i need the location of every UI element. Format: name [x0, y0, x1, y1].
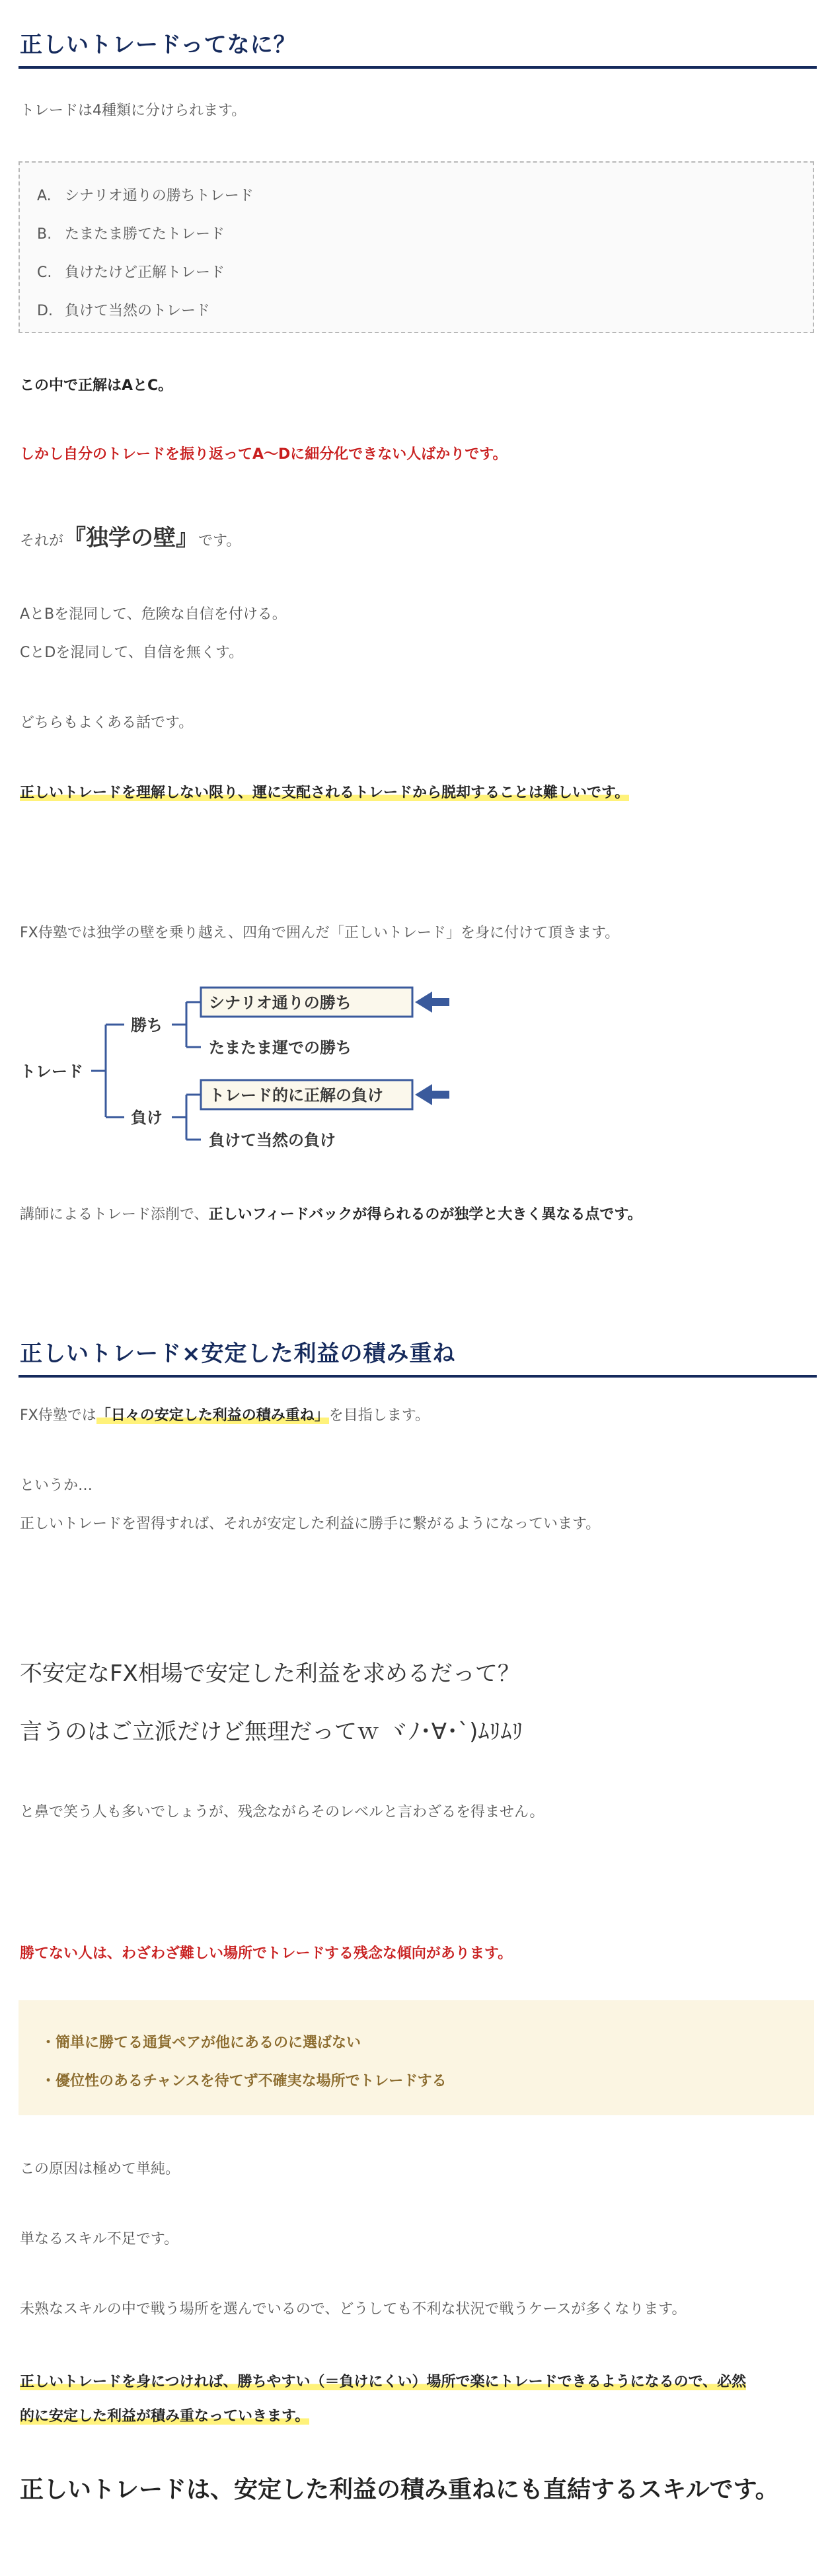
arrow-left-icon	[415, 992, 449, 1013]
skill-text: 単なるスキル不足です。	[20, 2231, 179, 2247]
intro-text: トレードは4種類に分けられます。	[20, 102, 246, 119]
quote-line-1: 不安定なFX相場で安定した利益を求めるだって？	[20, 1660, 520, 1687]
tree-win-scenario: シナリオ通りの勝ち	[209, 994, 352, 1012]
summary-text: 正しいトレードを身につければ、勝ちやすい（＝負けにくい）場所で楽にトレードできるようになるので、必然 的に安定した利益が積み重なっていきます。	[20, 2374, 747, 2425]
common-text: どちらもよくある話です。	[20, 715, 194, 731]
arrow-left-icon	[415, 1084, 449, 1105]
scoff-text: と鼻で笑う人も多いでしょうが、残念ながらそのレベルと言わざるを得ません。	[20, 1804, 544, 1820]
tree-win-luck: たまたま運での勝ち	[209, 1038, 352, 1057]
tendency-box	[19, 2000, 814, 2115]
tree-lose-correct: トレード的に正解の負け	[209, 1086, 383, 1105]
toiuka-text: というか…	[20, 1477, 93, 1494]
cause-text: この原因は極めて単純。	[20, 2161, 180, 2177]
connect-text: 正しいトレードを習得すれば、それが安定した利益に勝手に繋がるようになっています。	[20, 1516, 601, 1532]
tree-root-label: トレード	[20, 1062, 83, 1081]
section-heading-stable-profit: 正しいトレード×安定した利益の積み重ね	[20, 1341, 456, 1367]
goal-text: FX侍塾では「日々の安定した利益の積み重ね」を目指します。	[20, 1407, 430, 1424]
trade-type-item: D. 負けて当然のトレード	[37, 303, 211, 319]
line-cd: CとDを混同して、自信を無くす。	[20, 644, 244, 661]
section-heading-correct-trade: 正しいトレードってなに？	[20, 32, 297, 58]
highlight-text: 正しいトレードを理解しない限り、運に支配されるトレードから脱却することは難しいです。	[20, 785, 630, 801]
tendency-item: ・簡単に勝てる通貨ペアが他にあるのに選ばない	[41, 2035, 361, 2051]
trade-types-list	[19, 161, 814, 333]
closing-statement: 正しいトレードは、安定した利益の積み重ねにも直結するスキルです。	[20, 2476, 779, 2503]
trade-type-item: A. シナリオ通りの勝ちトレード	[37, 188, 254, 204]
trade-type-item: B. たまたま勝てたトレード	[37, 226, 225, 243]
feedback-text: 講師によるトレード添削で、正しいフィードバックが得られるのが独学と大きく異なる点です。	[20, 1206, 642, 1223]
heading-rule	[19, 1375, 817, 1378]
fx-intro-text: FX侍塾では独学の壁を乗り越え、四角で囲んだ「正しいトレード」を身に付けて頂きます。	[20, 925, 620, 941]
heading-rule	[19, 66, 817, 69]
immature-text: 未熟なスキルの中で戦う場所を選んでいるので、どうしても不利な状況で戦うケースが多くなります。	[20, 2301, 687, 2318]
wall-line: それが『独学の壁』です。	[20, 525, 241, 551]
warning-text: しかし自分のトレードを振り返ってA〜Dに細分化できない人ばかりです。	[20, 446, 507, 463]
line-ab: AとBを混同して、危険な自信を付ける。	[20, 606, 287, 623]
quote-line-2: 言うのはご立派だけど無理だってｗ ヾﾉ･∀･`)ﾑﾘﾑﾘ	[20, 1719, 523, 1745]
trade-type-item: C. 負けたけど正解トレード	[37, 264, 225, 281]
answer-text: この中で正解はAとC。	[20, 377, 173, 394]
tree-win-label: 勝ち	[131, 1016, 163, 1034]
wall-term: 『独学の壁』	[63, 525, 199, 551]
tendency-item: ・優位性のあるチャンスを待てず不確実な場所でトレードする	[41, 2073, 447, 2089]
trade-tree-diagram	[19, 978, 468, 1163]
tree-lose-deserved: 負けて当然の負け	[209, 1131, 336, 1150]
tree-lose-label: 負け	[131, 1109, 163, 1127]
losers-text: 勝てない人は、わざわざ難しい場所でトレードする残念な傾向があります。	[20, 1945, 513, 1962]
